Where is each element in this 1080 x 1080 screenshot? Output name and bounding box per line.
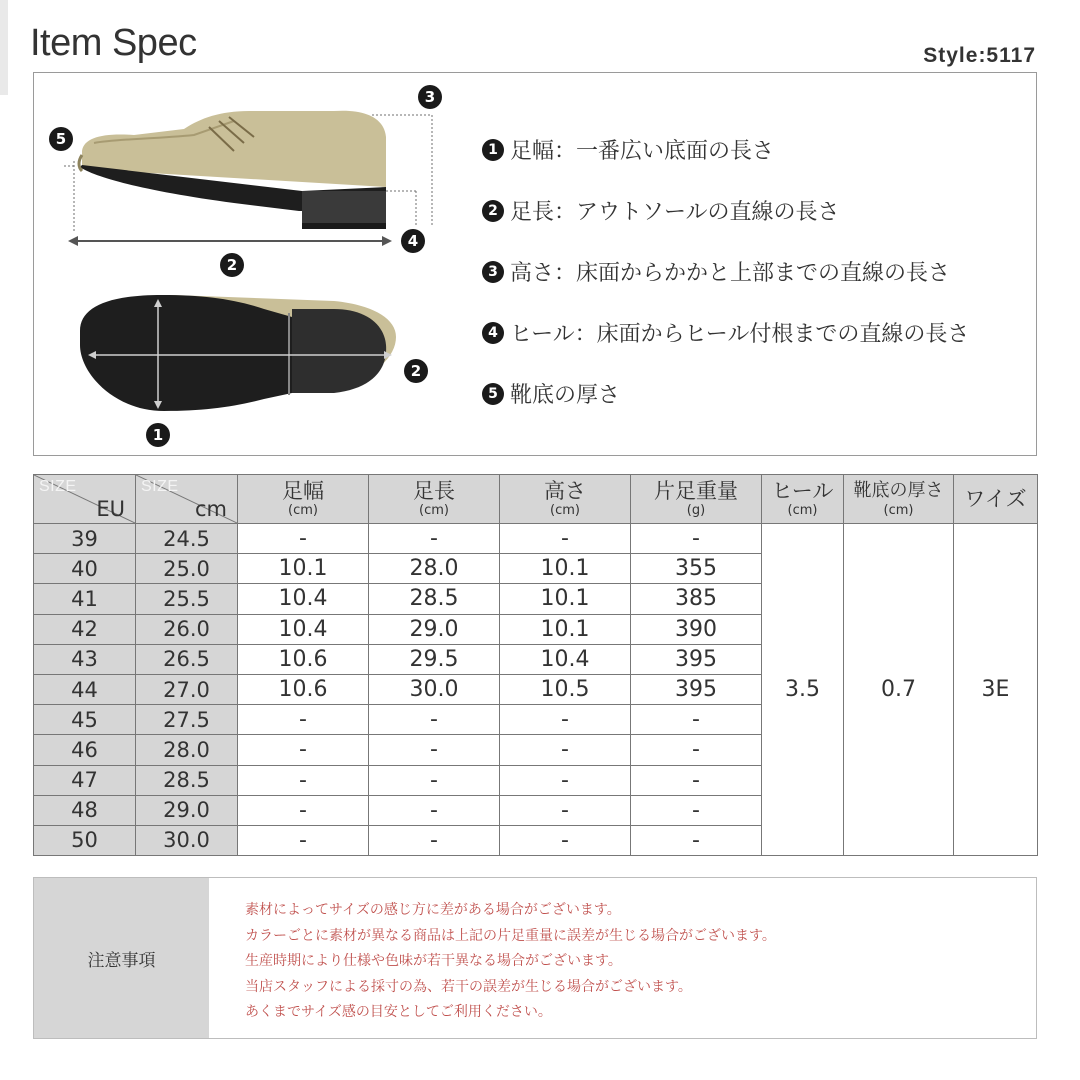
foot-width-cell: - xyxy=(238,735,369,765)
foot-width-cell: 10.1 xyxy=(238,554,369,584)
size-cm-cell: 24.5 xyxy=(136,524,238,554)
size-cm-cell: 25.5 xyxy=(136,584,238,614)
number-1-icon: 1 xyxy=(482,139,504,161)
shoe-sole-view xyxy=(80,295,396,411)
height-cell: - xyxy=(500,735,631,765)
height-cell: 10.1 xyxy=(500,584,631,614)
weight-cell: - xyxy=(631,524,762,554)
foot-width-cell: - xyxy=(238,825,369,855)
header-size-eu xyxy=(34,475,136,524)
marker-2b-icon: 2 xyxy=(404,359,428,383)
foot-length-cell: - xyxy=(369,795,500,825)
height-cell: - xyxy=(500,795,631,825)
weight-cell: - xyxy=(631,765,762,795)
header-size-cm xyxy=(136,475,238,524)
desc-item xyxy=(482,241,1042,302)
foot-width-cell: 10.6 xyxy=(238,644,369,674)
size-eu-cell: 39 xyxy=(34,524,136,554)
desc-item xyxy=(482,363,1042,424)
note-line: あくまでサイズ感の目安としてご利用ください。 xyxy=(245,1004,552,1020)
number-4-icon: 4 xyxy=(482,322,504,344)
size-tag: SIZE xyxy=(39,478,77,495)
number-2-icon: 2 xyxy=(482,200,504,222)
foot-length-cell: - xyxy=(369,825,500,855)
size-cm-cell: 25.0 xyxy=(136,554,238,584)
foot-length-cell: - xyxy=(369,735,500,765)
marker-2-icon: 2 xyxy=(220,253,244,277)
size-cm-cell: 27.5 xyxy=(136,705,238,735)
desc-text: 靴底の厚さ xyxy=(510,383,621,408)
table-header-row xyxy=(34,475,1038,524)
marker-1-icon: 1 xyxy=(146,423,170,447)
size-cm-cell: 30.0 xyxy=(136,825,238,855)
size-table xyxy=(33,474,1038,856)
header-sole-thickness: 靴底の厚さ (cm) xyxy=(844,475,954,524)
height-cell: - xyxy=(500,765,631,795)
size-eu-cell: 48 xyxy=(34,795,136,825)
weight-cell: - xyxy=(631,705,762,735)
foot-width-cell: 10.4 xyxy=(238,584,369,614)
size-cm-cell: 26.5 xyxy=(136,644,238,674)
notes-body xyxy=(209,878,1036,1038)
header-wise: ワイズ xyxy=(954,475,1038,524)
shoe-illustration xyxy=(34,73,464,457)
marker-3-icon: 3 xyxy=(418,85,442,109)
size-cm-cell: 26.0 xyxy=(136,614,238,644)
header-foot-width: 足幅 (cm) xyxy=(238,475,369,524)
header-heel: ヒール (cm) xyxy=(762,475,844,524)
marker-5-icon: 5 xyxy=(49,127,73,151)
foot-width-cell: - xyxy=(238,795,369,825)
spec-diagram-box xyxy=(33,72,1037,456)
size-cm-cell: 27.0 xyxy=(136,674,238,704)
size-eu-cell: 44 xyxy=(34,674,136,704)
foot-width-cell: - xyxy=(238,524,369,554)
height-cell: 10.4 xyxy=(500,644,631,674)
note-line: 素材によってサイズの感じ方に差がある場合がございます。 xyxy=(245,902,621,918)
foot-width-cell: - xyxy=(238,765,369,795)
size-eu-cell: 47 xyxy=(34,765,136,795)
desc-text: ヒール：床面からヒール付根までの直線の長さ xyxy=(510,322,970,347)
size-cm-cell: 29.0 xyxy=(136,795,238,825)
heel-cell: 3.5 xyxy=(762,524,844,856)
left-edge-strip xyxy=(0,0,8,95)
weight-cell: 385 xyxy=(631,584,762,614)
style-code: Style:5117 xyxy=(923,44,1036,67)
page-title: Item Spec xyxy=(30,22,197,64)
foot-length-cell: 28.0 xyxy=(369,554,500,584)
weight-cell: - xyxy=(631,825,762,855)
size-tag: SIZE xyxy=(141,478,179,495)
foot-width-cell: 10.6 xyxy=(238,674,369,704)
height-cell: 10.1 xyxy=(500,554,631,584)
number-5-icon: 5 xyxy=(482,383,504,405)
number-3-icon: 3 xyxy=(482,261,504,283)
desc-text: 高さ：床面からかかと上部までの直線の長さ xyxy=(510,261,951,286)
note-line: 生産時期により仕様や色味が若干異なる場合がございます。 xyxy=(245,953,622,969)
size-eu-cell: 40 xyxy=(34,554,136,584)
desc-item xyxy=(482,180,1042,241)
size-eu-cell: 50 xyxy=(34,825,136,855)
notes-label: 注意事項 xyxy=(34,878,209,1038)
size-eu-cell: 46 xyxy=(34,735,136,765)
foot-length-cell: 29.0 xyxy=(369,614,500,644)
marker-4-icon: 4 xyxy=(401,229,425,253)
foot-width-cell: - xyxy=(238,705,369,735)
size-eu-cell: 45 xyxy=(34,705,136,735)
height-cell: 10.5 xyxy=(500,674,631,704)
foot-length-cell: 29.5 xyxy=(369,644,500,674)
eu-label: EU xyxy=(96,497,125,521)
size-eu-cell: 41 xyxy=(34,584,136,614)
size-eu-cell: 43 xyxy=(34,644,136,674)
desc-item xyxy=(482,302,1042,363)
size-cm-cell: 28.0 xyxy=(136,735,238,765)
foot-length-cell: - xyxy=(369,705,500,735)
foot-length-cell: - xyxy=(369,765,500,795)
weight-cell: - xyxy=(631,795,762,825)
shoe-side-view xyxy=(79,111,386,229)
size-eu-cell: 42 xyxy=(34,614,136,644)
height-cell: - xyxy=(500,524,631,554)
measurement-descriptions xyxy=(482,119,1042,424)
weight-cell: 355 xyxy=(631,554,762,584)
foot-width-cell: 10.4 xyxy=(238,614,369,644)
shoe-diagram xyxy=(34,73,464,457)
height-cell: - xyxy=(500,705,631,735)
header-foot-length: 足長 (cm) xyxy=(369,475,500,524)
weight-cell: - xyxy=(631,735,762,765)
desc-text: 足幅：一番広い底面の長さ xyxy=(510,139,775,164)
header-weight: 片足重量 (g) xyxy=(631,475,762,524)
size-cm-cell: 28.5 xyxy=(136,765,238,795)
header-height: 高さ (cm) xyxy=(500,475,631,524)
cm-label: cm xyxy=(194,497,227,521)
weight-cell: 395 xyxy=(631,674,762,704)
table-row xyxy=(34,524,1038,554)
desc-text: 足長：アウトソールの直線の長さ xyxy=(510,200,840,225)
note-line: 当店スタッフによる採寸の為、若干の誤差が生じる場合がございます。 xyxy=(245,978,692,995)
desc-item xyxy=(482,119,1042,180)
sole-thickness-cell: 0.7 xyxy=(844,524,954,856)
weight-cell: 390 xyxy=(631,614,762,644)
foot-length-cell: 28.5 xyxy=(369,584,500,614)
foot-length-cell: - xyxy=(369,524,500,554)
height-cell: 10.1 xyxy=(500,614,631,644)
height-cell: - xyxy=(500,825,631,855)
weight-cell: 395 xyxy=(631,644,762,674)
wise-cell: 3E xyxy=(954,524,1038,856)
foot-length-cell: 30.0 xyxy=(369,674,500,704)
notes-box xyxy=(33,877,1037,1039)
note-line: カラーごとに素材が異なる商品は上記の片足重量に誤差が生じる場合がございます。 xyxy=(245,927,776,944)
